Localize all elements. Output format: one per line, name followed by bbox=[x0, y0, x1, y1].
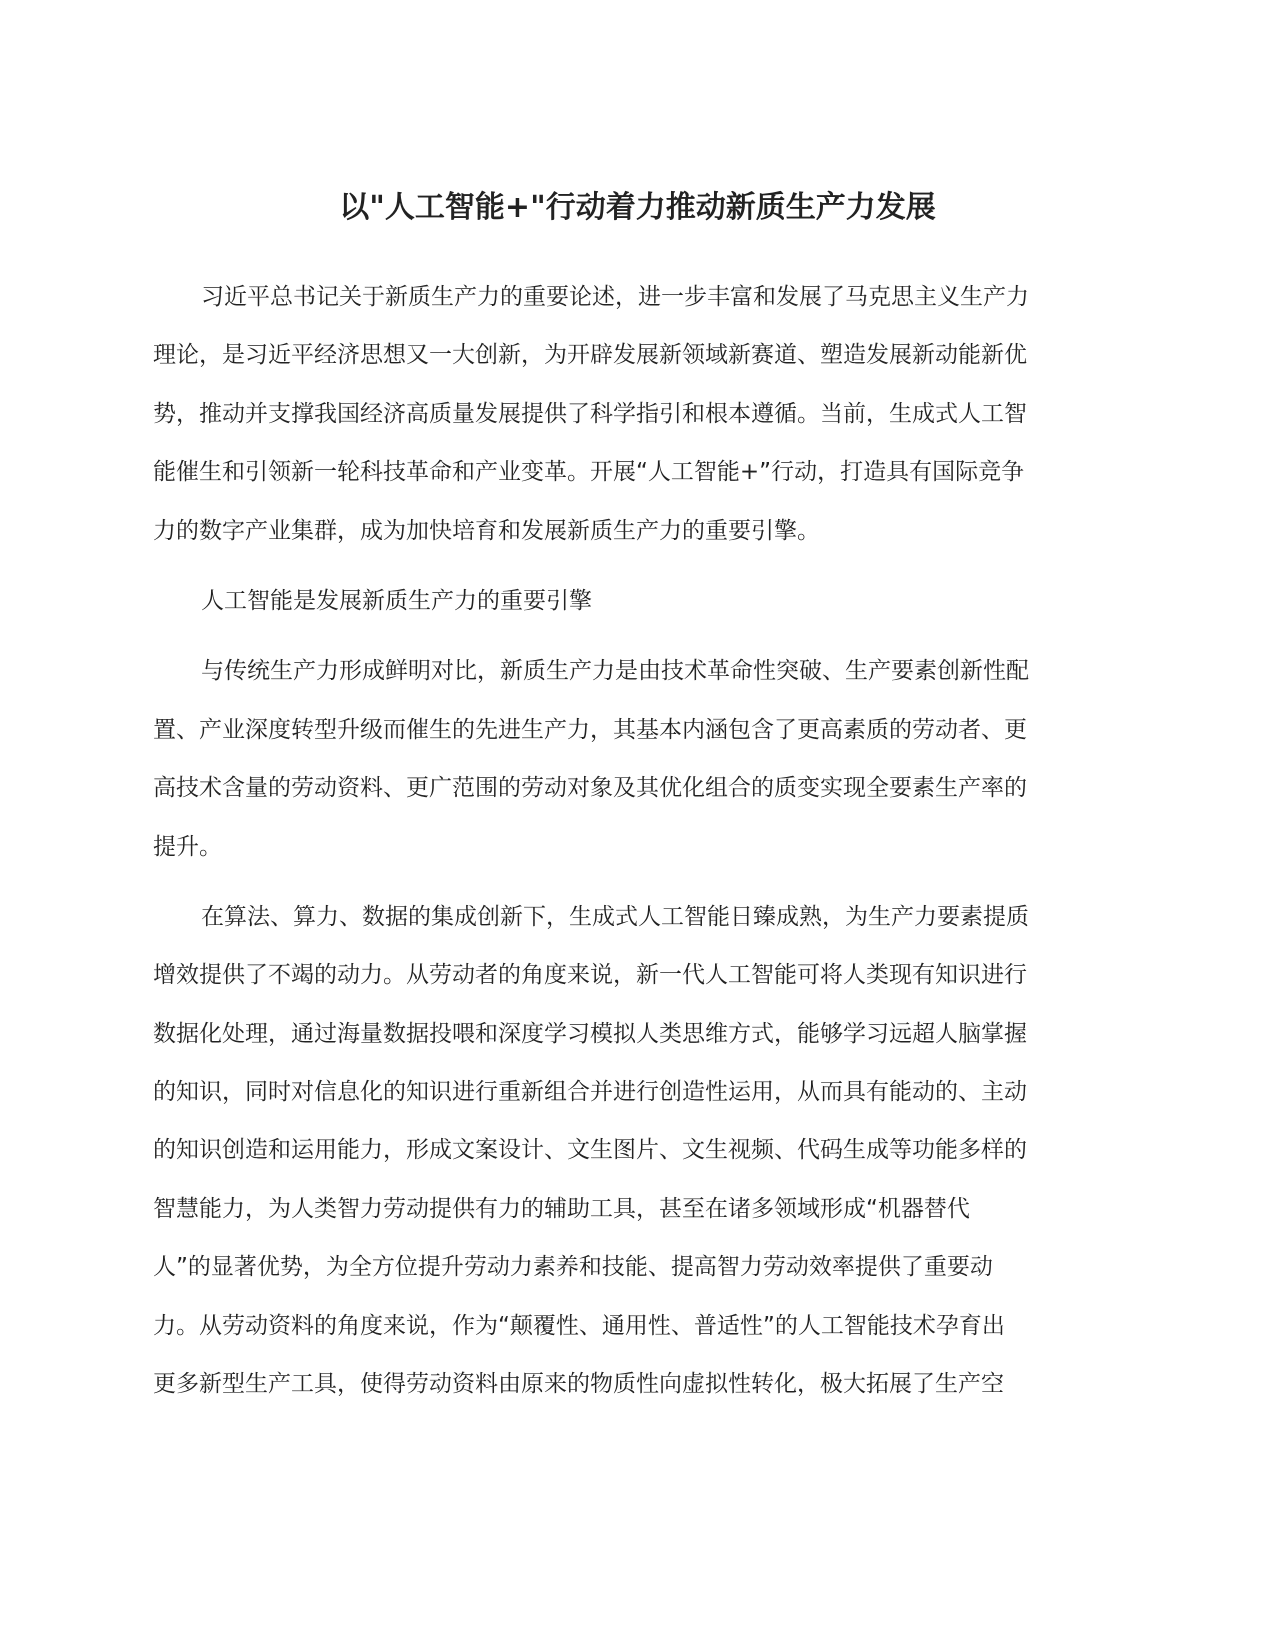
text-line: 提升。 bbox=[153, 833, 222, 860]
paragraph-contrast bbox=[153, 642, 1113, 876]
text-line: 增效提供了不竭的动力。从劳动者的角度来说，新一代人工智能可将人类现有知识进行 bbox=[153, 962, 1027, 989]
section-heading-line: 人工智能是发展新质生产力的重要引擎 bbox=[201, 587, 592, 614]
text-line: 能催生和引领新一轮科技革命和产业变革。开展“人工智能+”行动，打造具有国际竞争 bbox=[153, 459, 1025, 486]
text-line: 力。从劳动资料的角度来说，作为“颠覆性、通用性、普适性”的人工智能技术孕育出 bbox=[153, 1312, 1005, 1339]
document-title: 以"人工智能+"行动着力推动新质生产力发展 bbox=[339, 190, 936, 225]
text-line: 高技术含量的劳动资料、更广范围的劳动对象及其优化组合的质变实现全要素生产率的 bbox=[153, 775, 1027, 802]
text-line: 人”的显著优势，为全方位提升劳动力素养和技能、提高智力劳动效率提供了重要动 bbox=[153, 1254, 993, 1281]
text-line: 更多新型生产工具，使得劳动资料由原来的物质性向虚拟性转化，极大拓展了生产空 bbox=[153, 1371, 1004, 1398]
text-line: 智慧能力，为人类智力劳动提供有力的辅助工具，甚至在诸多领域形成“机器替代 bbox=[153, 1195, 970, 1222]
text-line: 数据化处理，通过海量数据投喂和深度学习模拟人类思维方式，能够学习远超人脑掌握 bbox=[153, 1020, 1027, 1047]
paragraph-section-heading bbox=[153, 572, 1113, 630]
text-line: 力的数字产业集群，成为加快培育和发展新质生产力的重要引擎。 bbox=[153, 517, 820, 544]
text-line: 习近平总书记关于新质生产力的重要论述，进一步丰富和发展了马克思主义生产力 bbox=[201, 284, 1029, 310]
document-body bbox=[153, 268, 1113, 1413]
paragraph-intro bbox=[153, 268, 1113, 560]
text-line: 的知识创造和运用能力，形成文案设计、文生图片、文生视频、代码生成等功能多样的 bbox=[153, 1137, 1027, 1164]
text-line: 的知识，同时对信息化的知识进行重新组合并进行创造性运用，从而具有能动的、主动 bbox=[153, 1079, 1027, 1106]
text-line: 势，推动并支撑我国经济高质量发展提供了科学指引和根本遵循。当前，生成式人工智 bbox=[153, 400, 1027, 427]
text-line: 在算法、算力、数据的集成创新下，生成式人工智能日臻成熟，为生产力要素提质 bbox=[201, 903, 1029, 930]
text-line: 与传统生产力形成鲜明对比，新质生产力是由技术革命性突破、生产要素创新性配 bbox=[201, 658, 1029, 685]
text-line: 理论，是习近平经济思想又一大创新，为开辟发展新领域新赛道、塑造发展新动能新优 bbox=[153, 342, 1027, 369]
text-line: 置、产业深度转型升级而催生的先进生产力，其基本内涵包含了更高素质的劳动者、更 bbox=[153, 716, 1027, 743]
paragraph-algorithms bbox=[153, 888, 1113, 1414]
